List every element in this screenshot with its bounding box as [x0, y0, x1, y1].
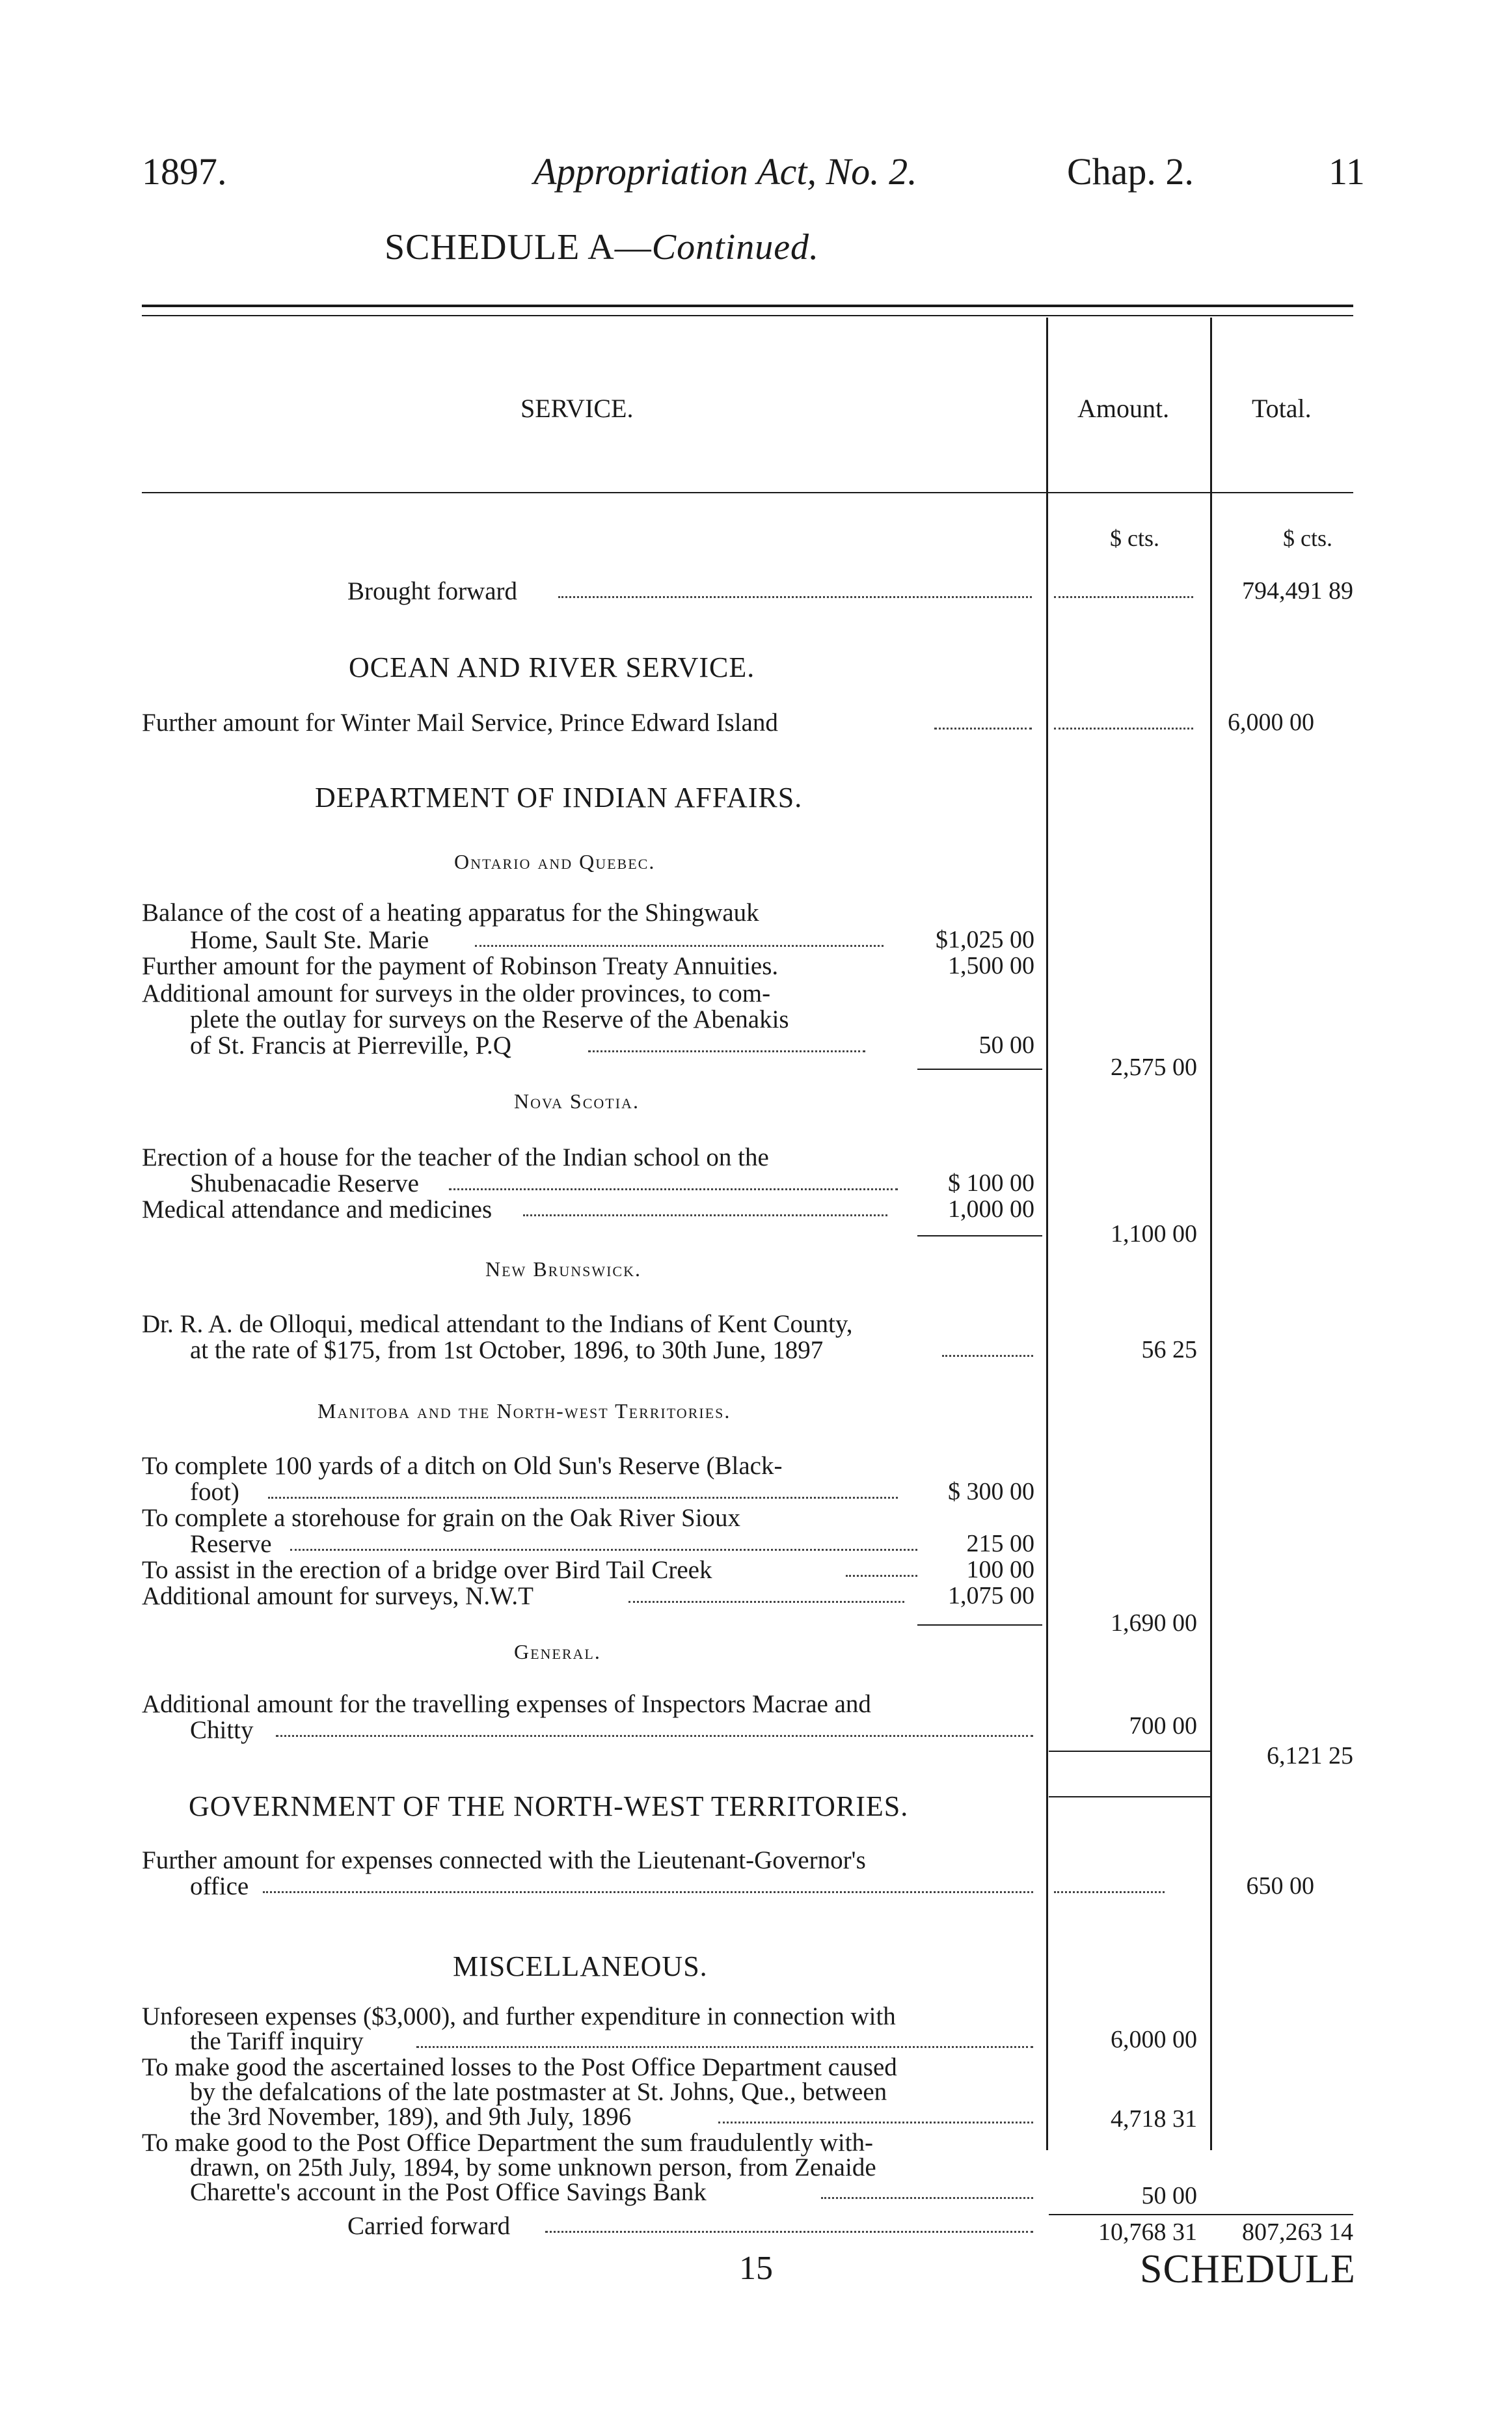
misc-item3-line3: Charette's account in the Post Office Savings Bank	[190, 2178, 707, 2206]
new-brunswick-amount: 56 25	[1141, 1336, 1197, 1363]
nwt-line1: Further amount for expenses connected with the Lieutenant-Governor's	[142, 1846, 866, 1874]
manitoba-item2-line1: To complete a storehouse for grain on the Oak River Sioux	[142, 1504, 741, 1532]
carried-forward-total: 807,263 14	[1242, 2218, 1353, 2246]
leader-dots	[558, 596, 1032, 598]
leader-dots	[821, 2197, 1033, 2199]
section-heading-nwt: GOVERNMENT OF THE NORTH-WEST TERRITORIES.	[189, 1790, 909, 1822]
nova-scotia-item2-value: 1,000 00	[948, 1195, 1034, 1223]
manitoba-item3-line1: To assist in the erection of a bridge over Bird Tail Creek	[142, 1556, 712, 1584]
general-amount: 700 00	[1129, 1712, 1197, 1740]
subsection-general: General.	[514, 1640, 601, 1663]
section-heading-misc: MISCELLANEOUS.	[453, 1950, 708, 1982]
col-divider-1	[1046, 318, 1048, 2150]
nwt-line2: office	[190, 1872, 249, 1900]
ocean-total: 6,000 00	[1228, 709, 1314, 736]
section-heading-ocean: OCEAN AND RIVER SERVICE.	[349, 651, 755, 683]
indian-affairs-total: 6,121 25	[1267, 1742, 1353, 1769]
signature-number: 15	[739, 2250, 773, 2287]
nova-scotia-item1-line2: Shubenacadie Reserve	[190, 1169, 419, 1197]
subsection-nova-scotia: Nova Scotia.	[514, 1089, 640, 1113]
top-rule-1	[142, 305, 1353, 307]
leader-dots	[718, 2122, 1033, 2123]
misc-item3-line2: drawn, on 25th July, 1894, by some unknown person, from Zenaide	[190, 2153, 876, 2181]
carried-forward-amount: 10,768 31	[1098, 2218, 1197, 2246]
ontario-amount: 2,575 00	[1111, 1054, 1197, 1081]
leader-dots	[942, 1355, 1033, 1357]
subsection-ontario-quebec: Ontario and Quebec.	[454, 850, 656, 873]
column-head-amount: Amount.	[1077, 394, 1170, 423]
leader-dots	[1054, 596, 1193, 598]
misc-item2-line1: To make good the ascertained losses to the Post Office Department caused	[142, 2053, 897, 2081]
manitoba-item4-value: 1,075 00	[948, 1582, 1034, 1609]
col-divider-2	[1210, 318, 1212, 2150]
nova-scotia-item1-value: $ 100 00	[948, 1169, 1034, 1197]
misc-item3-line1: To make good to the Post Office Department the sum fraudulently with-	[142, 2129, 874, 2157]
misc-item2-line3: the 3rd November, 189), and 9th July, 1896	[190, 2103, 632, 2131]
nova-scotia-amount: 1,100 00	[1111, 1220, 1197, 1248]
nova-scotia-item1-line1: Erection of a house for the teacher of the Indian school on the	[142, 1143, 769, 1171]
leader-dots	[290, 1549, 917, 1551]
manitoba-item1-line1: To complete 100 yards of a ditch on Old Sun's Reserve (Black-	[142, 1452, 783, 1480]
ontario-item3-line3: of St. Francis at Pierreville, P.Q	[190, 1031, 511, 1059]
column-head-service: SERVICE.	[520, 394, 634, 423]
manitoba-amount: 1,690 00	[1111, 1609, 1197, 1637]
general-item1-line2: Chitty	[190, 1716, 254, 1744]
schedule-title-suffix: Continued.	[651, 227, 820, 267]
amount-column-rule	[1049, 1751, 1210, 1752]
leader-dots	[475, 945, 884, 947]
manitoba-item1-value: $ 300 00	[948, 1478, 1034, 1505]
leader-dots	[846, 1575, 917, 1577]
leader-dots	[1054, 1891, 1165, 1893]
section-heading-indian: DEPARTMENT OF INDIAN AFFAIRS.	[315, 782, 803, 813]
misc-item1-amount: 6,000 00	[1111, 2026, 1197, 2053]
leader-dots	[1054, 728, 1193, 730]
brought-forward-label: Brought forward	[347, 577, 518, 605]
ontario-item3-line1: Additional amount for surveys in the older provinces, to com-	[142, 979, 771, 1007]
schedule-title-main: SCHEDULE A—	[384, 227, 652, 267]
misc-item1-line1: Unforeseen expenses ($3,000), and further expenditure in connection with	[142, 2002, 896, 2030]
misc-item2-amount: 4,718 31	[1111, 2105, 1197, 2133]
leader-dots	[545, 2231, 1033, 2233]
leader-dots	[523, 1214, 887, 1216]
manitoba-item4-line1: Additional amount for surveys, N.W.T	[142, 1582, 533, 1610]
leader-dots	[934, 728, 1032, 730]
subtotal-rule	[917, 1069, 1042, 1070]
carried-forward-rule	[1049, 2214, 1353, 2215]
new-brunswick-item1-line2: at the rate of $175, from 1st October, 1896, to 30th June, 1897	[190, 1336, 824, 1364]
manitoba-item2-value: 215 00	[966, 1530, 1034, 1557]
manitoba-item2-line2: Reserve	[190, 1530, 272, 1558]
manitoba-item1-line2: foot)	[190, 1478, 239, 1506]
brought-forward-total: 794,491 89	[1242, 577, 1353, 605]
leader-dots	[263, 1891, 1033, 1893]
header-page-number: 11	[1329, 150, 1365, 193]
nova-scotia-item2-line1: Medical attendance and medicines	[142, 1195, 493, 1223]
ontario-item1-value: $1,025 00	[936, 926, 1034, 953]
ontario-item3-line2: plete the outlay for surveys on the Reserve of the Abenakis	[190, 1005, 789, 1033]
amount-units: $ cts.	[1110, 525, 1159, 551]
carried-forward-label: Carried forward	[347, 2212, 511, 2240]
amount-column-rule	[1049, 1796, 1210, 1797]
misc-item1-line2: the Tariff inquiry	[190, 2027, 364, 2055]
subsection-new-brunswick: New Brunswick.	[485, 1257, 641, 1281]
leader-dots	[268, 1497, 898, 1499]
top-rule-2	[142, 315, 1353, 316]
leader-dots	[416, 2046, 1033, 2048]
header-chapter: Chap. 2.	[1067, 150, 1194, 193]
leader-dots	[628, 1601, 904, 1603]
ontario-item3-value: 50 00	[979, 1031, 1034, 1059]
column-head-total: Total.	[1252, 394, 1312, 423]
catchword: SCHEDULE	[1140, 2247, 1356, 2291]
header-title: Appropriation Act, No. 2.	[533, 150, 917, 193]
ontario-item2-value: 1,500 00	[948, 952, 1034, 979]
ontario-item1-line1: Balance of the cost of a heating apparatus for the Shingwauk	[142, 899, 759, 927]
leader-dots	[588, 1050, 865, 1052]
subtotal-rule	[917, 1235, 1042, 1236]
ocean-line: Further amount for Winter Mail Service, Prince Edward Island	[142, 709, 778, 737]
misc-item2-line2: by the defalcations of the late postmaster at St. Johns, Que., between	[190, 2078, 887, 2106]
ontario-item1-line2: Home, Sault Ste. Marie	[190, 926, 429, 954]
new-brunswick-item1-line1: Dr. R. A. de Olloqui, medical attendant to the Indians of Kent County,	[142, 1310, 853, 1338]
schedule-title	[0, 226, 1204, 268]
subtotal-rule	[917, 1624, 1042, 1626]
head-rule	[142, 492, 1353, 493]
general-item1-line1: Additional amount for the travelling expenses of Inspectors Macrae and	[142, 1690, 871, 1718]
misc-item3-amount: 50 00	[1141, 2182, 1197, 2209]
subsection-manitoba-nwt: Manitoba and the North-west Territories.	[317, 1399, 731, 1423]
leader-dots	[449, 1188, 898, 1190]
nwt-total: 650 00	[1246, 1872, 1314, 1900]
leader-dots	[276, 1735, 1033, 1737]
total-units: $ cts.	[1283, 525, 1332, 551]
manitoba-item3-value: 100 00	[966, 1556, 1034, 1583]
ontario-item2-line1: Further amount for the payment of Robinson Treaty Annuities.	[142, 952, 779, 980]
header-year: 1897.	[142, 150, 227, 193]
